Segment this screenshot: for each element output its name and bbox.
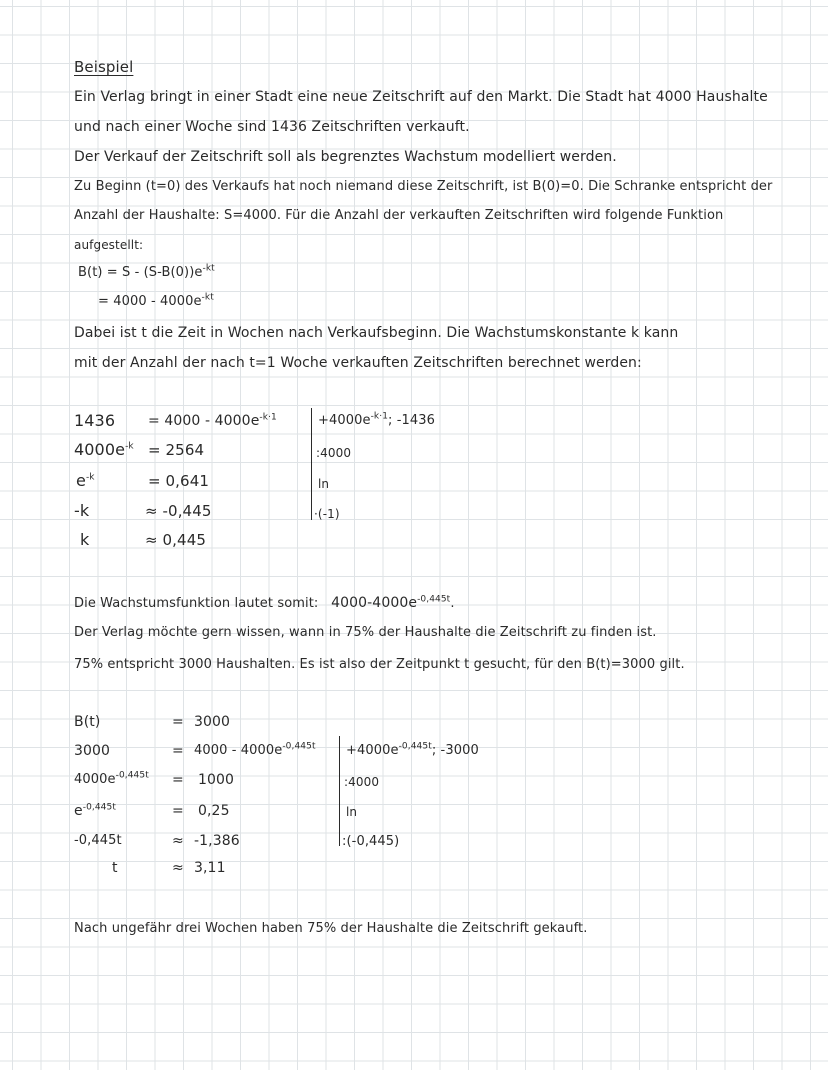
calc2-op-4: :(-0,445) [342,834,400,849]
calc2-rel-4: ≈ [172,833,184,849]
calc2-mid-4: -1,386 [194,833,240,849]
calc1-left-4: k [80,530,90,549]
calc2-rel-0: = [172,714,184,730]
formula-line-1: $B(t) = S - (S-B(0))e^{-kt}$ [78,263,215,280]
calc2-left-4: -0,445t [74,833,122,848]
calc2-left-0: B(t) [74,714,101,730]
calc2-divider [339,736,340,846]
conclusion: Nach ungefähr drei Wochen haben 75% der Haushalte die Zeitschrift gekauft. [74,921,588,936]
calc1-mid-0: = $4000 - 4000e^{-k\cdot 1}$ [148,412,277,429]
calc2-rel-1: = [172,743,184,759]
formula-line-2: = $4000 - 4000e^{-kt}$ [98,292,214,309]
intro-line-3: Der Verkauf der Zeitschrift soll als begrenztes Wachstum modelliert werden. [74,149,617,165]
question-line-2: 75% entspricht 3000 Haushalten. Es ist also der Zeitpunkt t gesucht, für den B(t)=3000 gilt. [74,657,685,672]
calc1-mid-1: = 2564 [148,441,205,459]
calc2-mid-3: 0,25 [198,803,230,819]
intro-line-1: Ein Verlag bringt in einer Stadt eine neue Zeitschrift auf den Markt. Die Stadt hat 4000 Haushalte [74,89,768,105]
section-title: Beispiel [74,58,134,76]
question-line-1: Der Verlag möchte gern wissen, wann in 75% der Haushalte die Zeitschrift zu finden ist. [74,625,657,640]
calc1-op-3: ·(-1) [314,507,340,521]
calc1-left-3: -k [74,501,90,520]
calc1-op-0: $+4000e^{-k\cdot 1}$; -1436 [318,411,436,428]
calc1-divider [311,408,312,520]
intro-line-6: aufgestellt: [74,238,144,252]
explain-line-2: mit der Anzahl der nach t=1 Woche verkauften Zeitschriften berechnet werden: [74,355,642,371]
calc1-mid-3: ≈ -0,445 [145,502,212,520]
calc2-left-3: $e^{-0,445t}$ [74,802,116,819]
calc2-op-2: :4000 [344,775,380,789]
calc1-mid-4: ≈ 0,445 [145,531,206,549]
intro-line-2: und nach einer Woche sind 1436 Zeitschriften verkauft. [74,119,470,135]
calc2-left-1: 3000 [74,743,111,759]
calc1-mid-2: = 0,641 [148,472,209,490]
calc2-left-5: t [112,860,118,876]
intro-line-4: Zu Beginn (t=0) des Verkaufs hat noch niemand diese Zeitschrift, ist B(0)=0. Die Schranke entspricht der [74,179,773,194]
calc2-op-3: ln [346,805,358,819]
calc2-rel-2: = [172,772,184,788]
calc2-mid-1: $4000 - 4000e^{-0,445t}$ [194,741,316,758]
calc1-op-1: :4000 [316,446,352,460]
calc2-mid-2: 1000 [198,772,235,788]
calc2-rel-5: ≈ [172,860,184,876]
calc1-op-2: ln [318,477,330,491]
calc2-mid-5: 3,11 [194,860,226,876]
calc1-left-0: 1436 [74,411,116,430]
calc2-left-2: $4000e^{-0,445t}$ [74,770,149,787]
calc2-op-1: $+4000e^{-0,445t}$; -3000 [346,741,479,758]
calc1-left-1: $4000e^{-k}$ [74,440,134,459]
calc1-left-2: $e^{-k}$ [76,471,95,490]
calc2-rel-3: = [172,803,184,819]
explain-line-1: Dabei ist t die Zeit in Wochen nach Verkaufsbeginn. Die Wachstumskonstante k kann [74,325,679,341]
result-function: Die Wachstumsfunktion lautet somit: $4000-4000e^{-0,445t}$. [74,594,455,611]
intro-line-5: Anzahl der Haushalte: S=4000. Für die Anzahl der verkauften Zeitschriften wird folgende Funktion [74,208,724,223]
calc2-mid-0: 3000 [194,714,231,730]
